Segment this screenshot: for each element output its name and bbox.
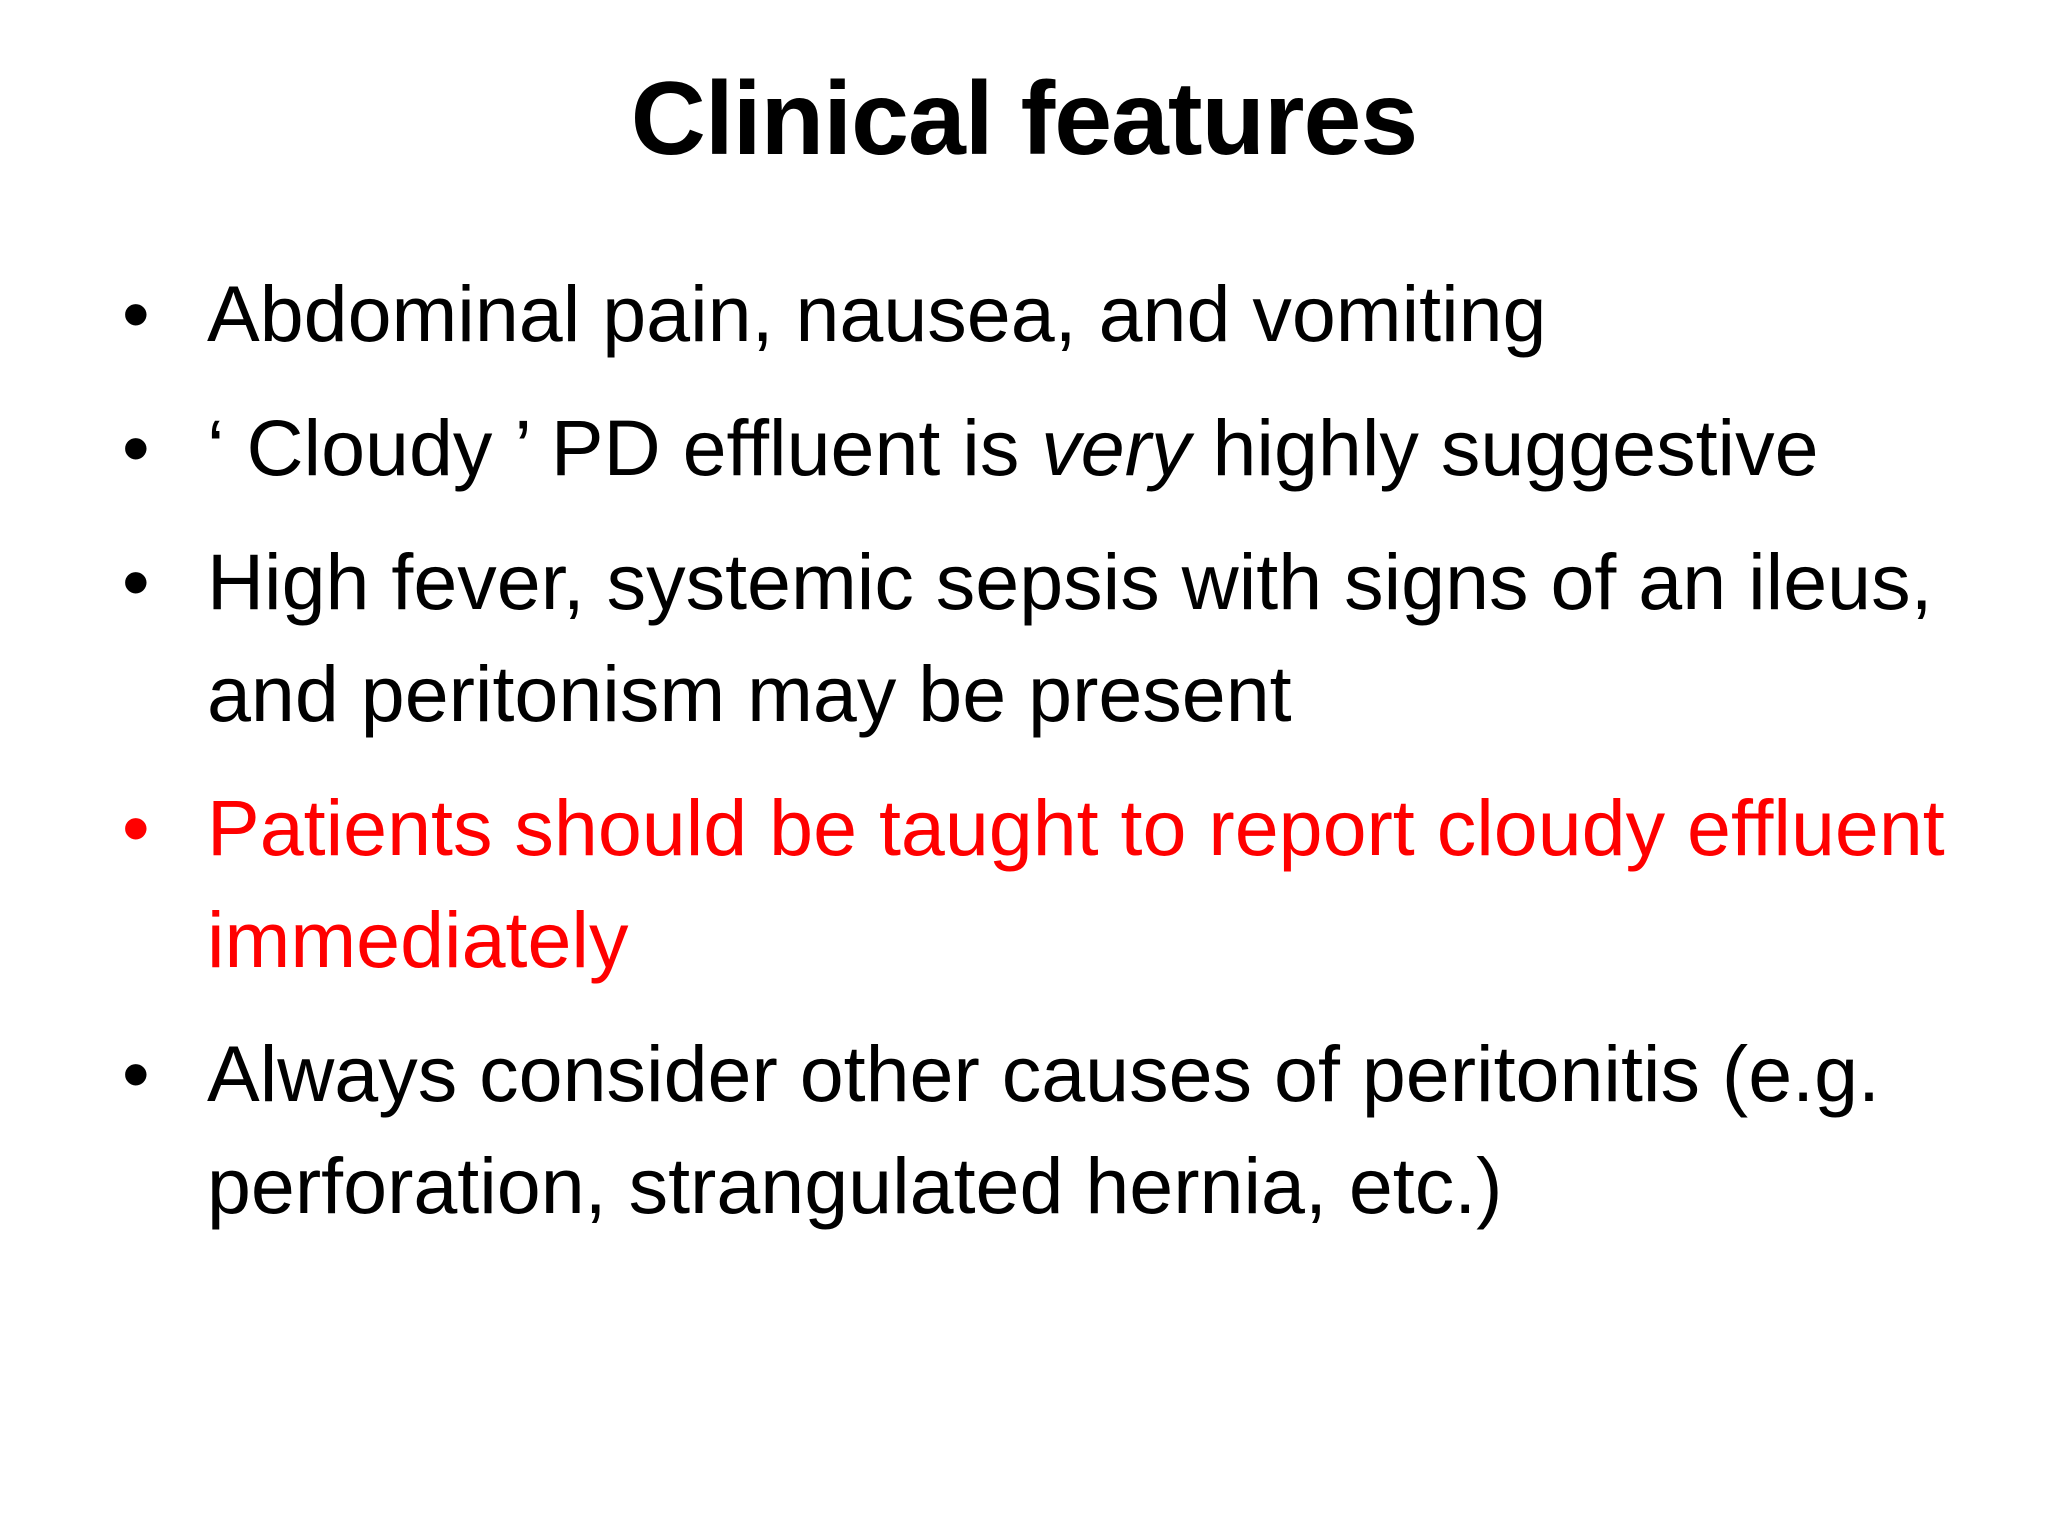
bullet-text-1: Abdominal pain, nausea, and vomiting	[207, 269, 1547, 358]
bullet-text-5: Always consider other causes of peritonitis (e.g. perforation, strangulated hernia, etc.)	[207, 1029, 1880, 1230]
bullet-text-2	[207, 403, 1819, 492]
bullet-list	[122, 258, 1962, 1264]
slide-title: Clinical features	[630, 61, 1418, 177]
bullet-item-1	[122, 258, 1962, 370]
bullet-text-2-after: highly suggestive	[1190, 403, 1819, 492]
bullet-text-3: High fever, systemic sepsis with signs of an ileus, and peritonism may be present	[207, 537, 1933, 738]
bullet-dot-icon: •	[122, 403, 150, 492]
bullet-dot-icon: •	[122, 269, 150, 358]
bullet-text-4: Patients should be taught to report cloudy effluent immediately	[207, 783, 1945, 984]
bullet-item-5	[122, 1018, 1962, 1242]
bullet-item-2	[122, 392, 1962, 504]
bullet-text-2-before: ‘ Cloudy ’ PD effluent is	[207, 403, 1042, 492]
bullet-dot-icon: •	[122, 783, 150, 872]
bullet-dot-icon: •	[122, 537, 150, 626]
bullet-item-4-highlight	[122, 772, 1962, 996]
bullet-text-2-emphasis: very	[1041, 403, 1191, 492]
bullet-item-3	[122, 526, 1962, 750]
bullet-dot-icon: •	[122, 1029, 150, 1118]
